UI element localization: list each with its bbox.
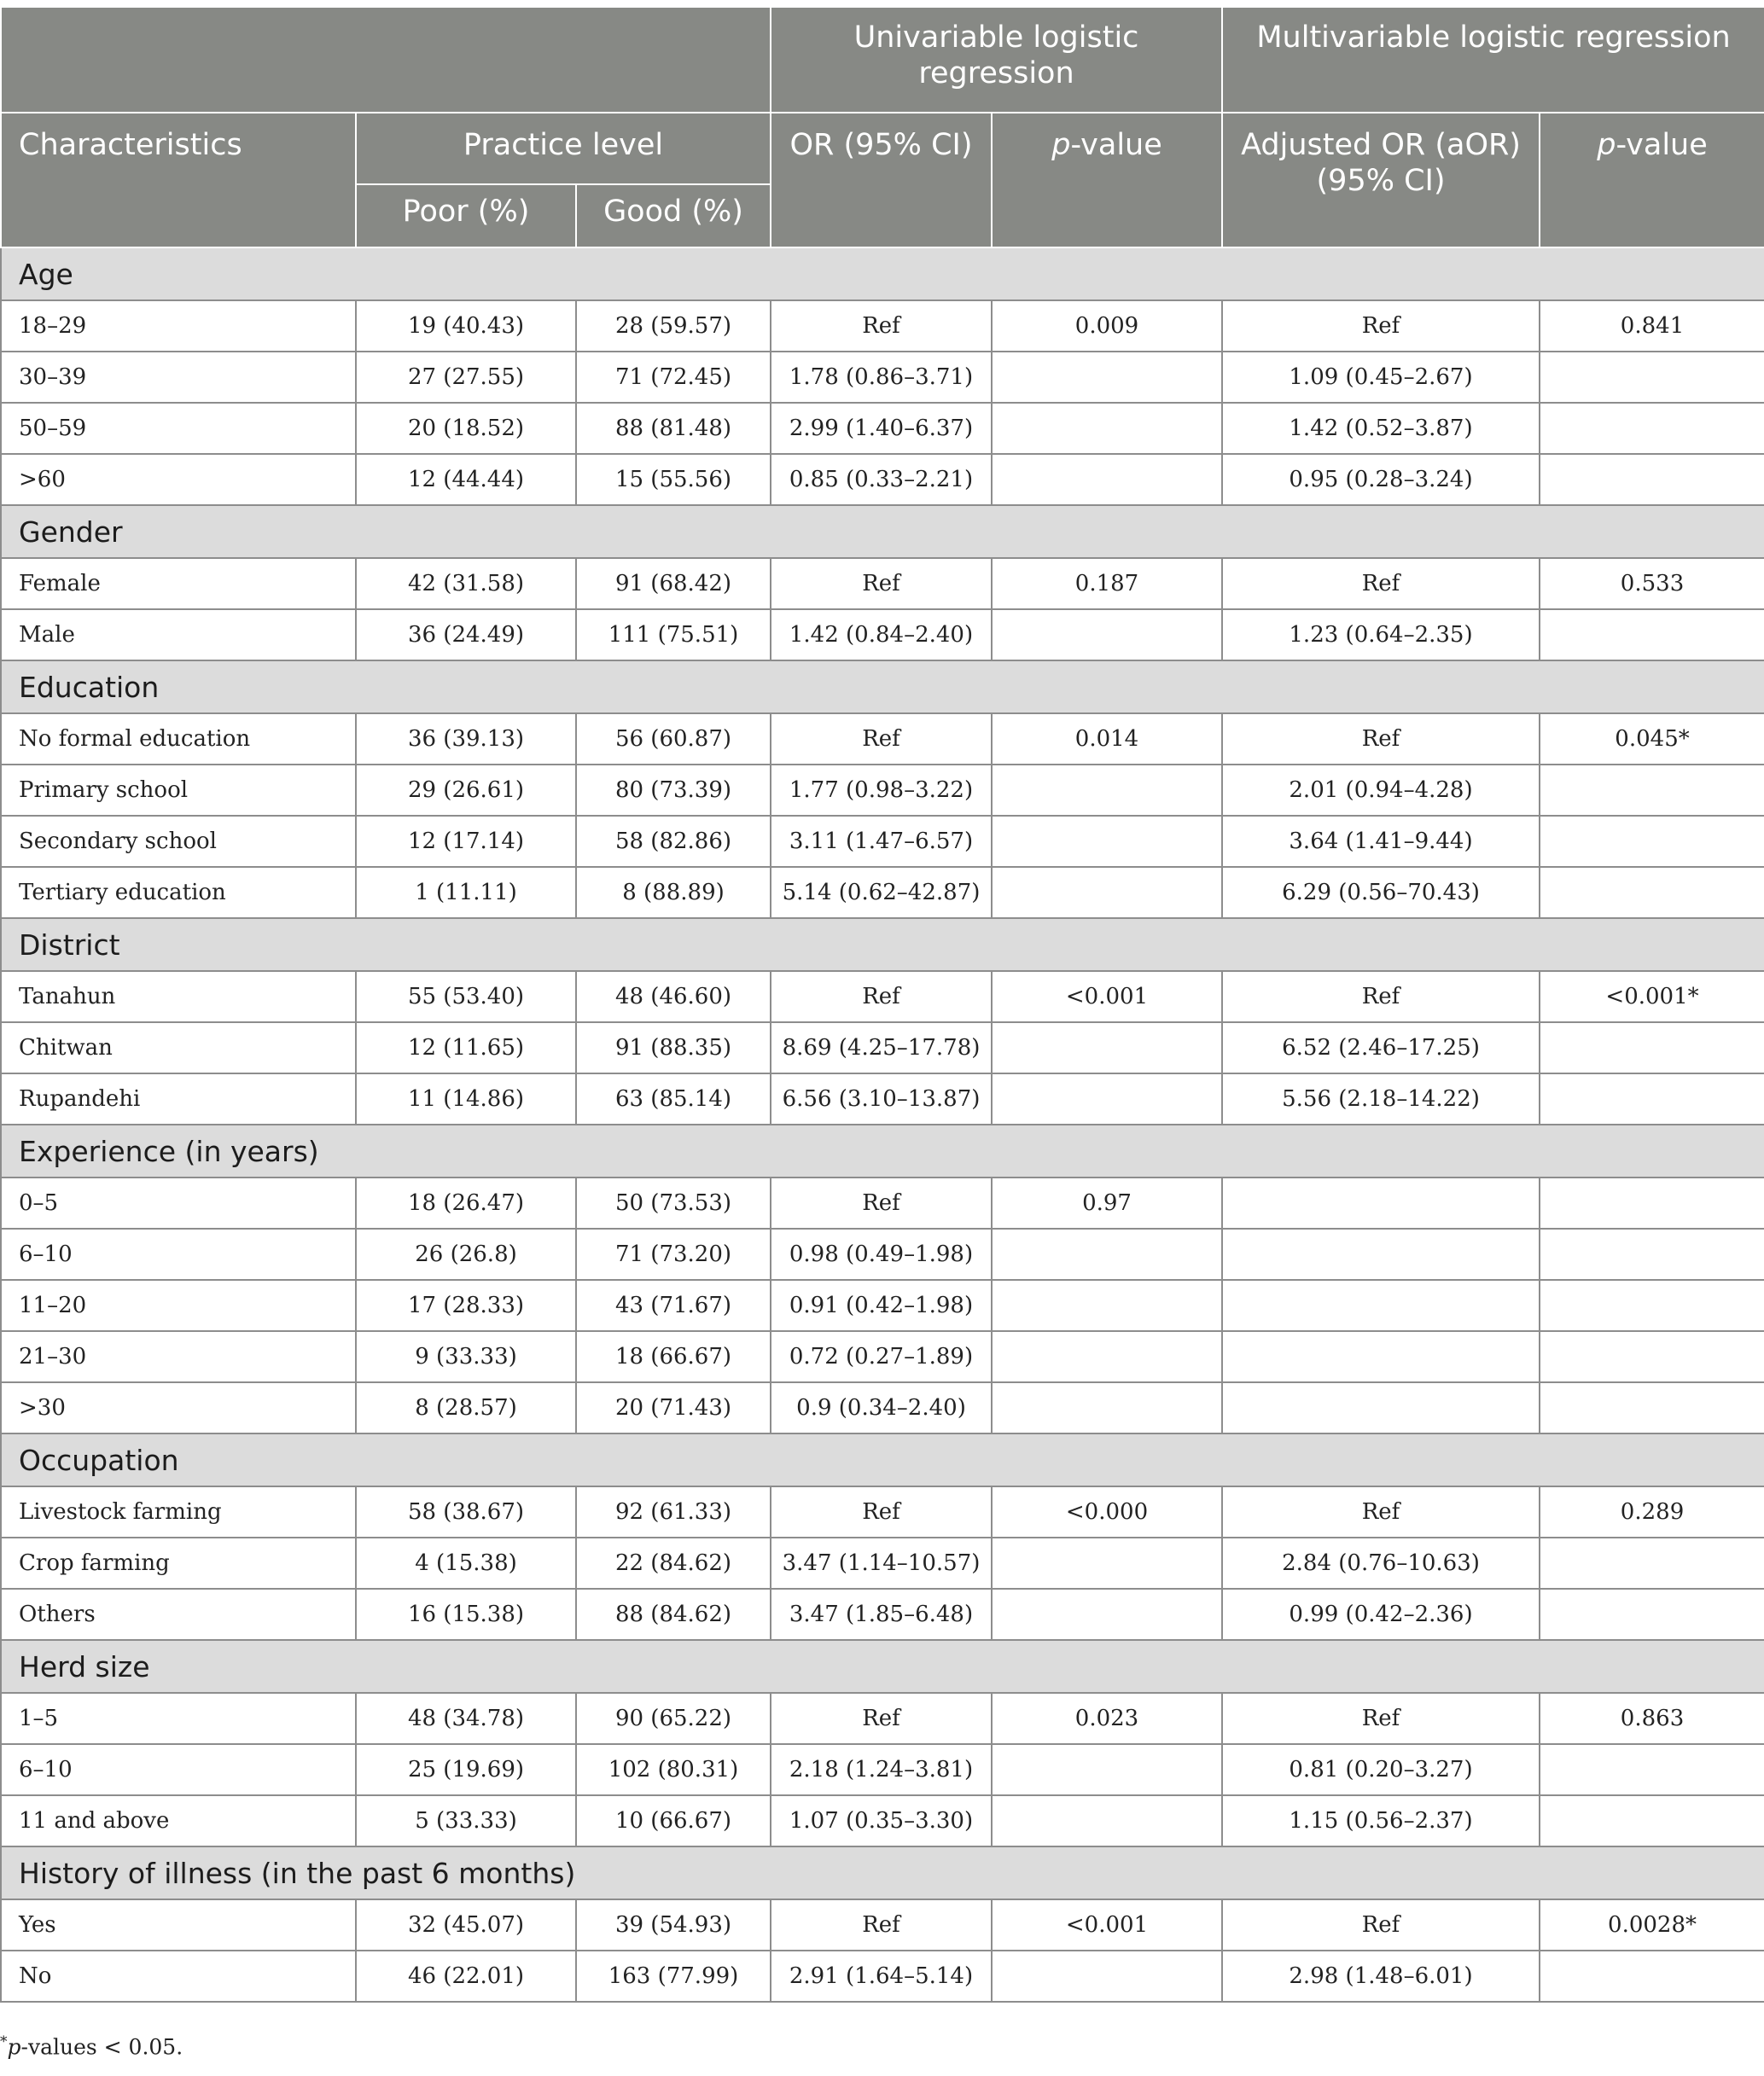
good-cell: 90 (65.22) <box>576 1693 771 1744</box>
p-value-cell <box>992 1744 1222 1795</box>
header-p-value-univariable <box>992 113 1222 247</box>
characteristic-cell: 11–20 <box>1 1280 356 1331</box>
good-cell: 39 (54.93) <box>576 1899 771 1951</box>
characteristic-cell: Tertiary education <box>1 867 356 918</box>
aor-cell: Ref <box>1222 558 1540 609</box>
p-value-cell <box>992 1229 1222 1280</box>
adjusted-p-value-cell <box>1540 403 1764 454</box>
good-cell: 15 (55.56) <box>576 454 771 505</box>
aor-cell <box>1222 1280 1540 1331</box>
p-value-cell <box>992 1280 1222 1331</box>
or-cell: 6.56 (3.10–13.87) <box>771 1073 992 1125</box>
adjusted-p-value-cell: 0.863 <box>1540 1693 1764 1744</box>
poor-cell: 20 (18.52) <box>356 403 576 454</box>
regression-table <box>0 6 1764 2003</box>
characteristic-cell: 21–30 <box>1 1331 356 1382</box>
table-row <box>1 1951 1764 2002</box>
table-body <box>1 247 1764 2002</box>
table-row <box>1 1538 1764 1589</box>
poor-cell: 27 (27.55) <box>356 352 576 403</box>
good-cell: 91 (68.42) <box>576 558 771 609</box>
characteristic-cell: 18–29 <box>1 300 356 352</box>
adjusted-p-value-cell <box>1540 765 1764 816</box>
poor-cell: 12 (11.65) <box>356 1022 576 1073</box>
table-row <box>1 1486 1764 1538</box>
aor-cell: Ref <box>1222 300 1540 352</box>
table-row <box>1 1899 1764 1951</box>
characteristic-cell: 6–10 <box>1 1229 356 1280</box>
p-value-cell: 0.187 <box>992 558 1222 609</box>
good-cell: 80 (73.39) <box>576 765 771 816</box>
poor-cell: 5 (33.33) <box>356 1795 576 1846</box>
or-cell: 8.69 (4.25–17.78) <box>771 1022 992 1073</box>
poor-cell: 25 (19.69) <box>356 1744 576 1795</box>
group-row <box>1 1640 1764 1693</box>
header-p-suffix: -value <box>1616 128 1708 162</box>
characteristic-cell: Rupandehi <box>1 1073 356 1125</box>
characteristic-cell: 11 and above <box>1 1795 356 1846</box>
table-row <box>1 1229 1764 1280</box>
table-row <box>1 713 1764 765</box>
aor-cell <box>1222 1229 1540 1280</box>
good-cell: 58 (82.86) <box>576 816 771 867</box>
group-title: Experience (in years) <box>1 1125 1764 1178</box>
footnote <box>0 2033 183 2059</box>
aor-cell: 1.09 (0.45–2.67) <box>1222 352 1540 403</box>
p-value-cell <box>992 867 1222 918</box>
characteristic-cell: 6–10 <box>1 1744 356 1795</box>
poor-cell: 18 (26.47) <box>356 1178 576 1229</box>
table-header <box>1 7 1764 247</box>
p-value-cell <box>992 1382 1222 1433</box>
poor-cell: 1 (11.11) <box>356 867 576 918</box>
p-value-cell <box>992 1589 1222 1640</box>
adjusted-p-value-cell <box>1540 1795 1764 1846</box>
p-value-cell: <0.000 <box>992 1486 1222 1538</box>
or-cell: 3.11 (1.47–6.57) <box>771 816 992 867</box>
adjusted-p-value-cell <box>1540 1382 1764 1433</box>
p-value-cell <box>992 454 1222 505</box>
group-title: Education <box>1 660 1764 713</box>
poor-cell: 12 (44.44) <box>356 454 576 505</box>
p-value-cell <box>992 1331 1222 1382</box>
table-row <box>1 765 1764 816</box>
or-cell: 1.42 (0.84–2.40) <box>771 609 992 660</box>
poor-cell: 32 (45.07) <box>356 1899 576 1951</box>
characteristic-cell: No <box>1 1951 356 2002</box>
or-cell: 2.91 (1.64–5.14) <box>771 1951 992 2002</box>
aor-cell: 3.64 (1.41–9.44) <box>1222 816 1540 867</box>
adjusted-p-value-cell <box>1540 352 1764 403</box>
characteristic-cell: 50–59 <box>1 403 356 454</box>
aor-cell: Ref <box>1222 1899 1540 1951</box>
adjusted-p-value-cell: 0.289 <box>1540 1486 1764 1538</box>
characteristic-cell: Chitwan <box>1 1022 356 1073</box>
poor-cell: 17 (28.33) <box>356 1280 576 1331</box>
aor-cell: 6.52 (2.46–17.25) <box>1222 1022 1540 1073</box>
group-row <box>1 1433 1764 1486</box>
table-row <box>1 300 1764 352</box>
good-cell: 88 (81.48) <box>576 403 771 454</box>
aor-cell: 0.81 (0.20–3.27) <box>1222 1744 1540 1795</box>
or-cell: 2.18 (1.24–3.81) <box>771 1744 992 1795</box>
group-row <box>1 1846 1764 1899</box>
table-row <box>1 1280 1764 1331</box>
adjusted-p-value-cell <box>1540 867 1764 918</box>
poor-cell: 11 (14.86) <box>356 1073 576 1125</box>
table-row <box>1 816 1764 867</box>
header-practice-level: Practice level <box>356 113 771 184</box>
or-cell: Ref <box>771 1899 992 1951</box>
group-row <box>1 1125 1764 1178</box>
characteristic-cell: Livestock farming <box>1 1486 356 1538</box>
aor-cell: 0.95 (0.28–3.24) <box>1222 454 1540 505</box>
characteristic-cell: Tanahun <box>1 971 356 1022</box>
or-cell: Ref <box>771 558 992 609</box>
characteristic-cell: 0–5 <box>1 1178 356 1229</box>
good-cell: 8 (88.89) <box>576 867 771 918</box>
aor-cell: Ref <box>1222 713 1540 765</box>
aor-cell: 2.01 (0.94–4.28) <box>1222 765 1540 816</box>
poor-cell: 42 (31.58) <box>356 558 576 609</box>
poor-cell: 16 (15.38) <box>356 1589 576 1640</box>
header-characteristics: Characteristics <box>1 113 356 247</box>
good-cell: 88 (84.62) <box>576 1589 771 1640</box>
poor-cell: 8 (28.57) <box>356 1382 576 1433</box>
adjusted-p-value-cell <box>1540 609 1764 660</box>
good-cell: 63 (85.14) <box>576 1073 771 1125</box>
good-cell: 50 (73.53) <box>576 1178 771 1229</box>
table-row <box>1 558 1764 609</box>
aor-cell: 1.15 (0.56–2.37) <box>1222 1795 1540 1846</box>
or-cell: Ref <box>771 1486 992 1538</box>
group-row <box>1 505 1764 558</box>
good-cell: 71 (72.45) <box>576 352 771 403</box>
or-cell: 0.98 (0.49–1.98) <box>771 1229 992 1280</box>
adjusted-p-value-cell <box>1540 1538 1764 1589</box>
table-row <box>1 1022 1764 1073</box>
adjusted-p-value-cell: 0.045* <box>1540 713 1764 765</box>
poor-cell: 36 (39.13) <box>356 713 576 765</box>
table-row <box>1 403 1764 454</box>
poor-cell: 48 (34.78) <box>356 1693 576 1744</box>
or-cell: Ref <box>771 1693 992 1744</box>
poor-cell: 46 (22.01) <box>356 1951 576 2002</box>
p-value-cell: 0.97 <box>992 1178 1222 1229</box>
good-cell: 71 (73.20) <box>576 1229 771 1280</box>
adjusted-p-value-cell <box>1540 1331 1764 1382</box>
or-cell: 3.47 (1.85–6.48) <box>771 1589 992 1640</box>
characteristic-cell: Male <box>1 609 356 660</box>
adjusted-p-value-cell: 0.0028* <box>1540 1899 1764 1951</box>
header-p-italic: p <box>1051 128 1071 162</box>
good-cell: 28 (59.57) <box>576 300 771 352</box>
good-cell: 48 (46.60) <box>576 971 771 1022</box>
group-title: District <box>1 918 1764 971</box>
aor-cell: Ref <box>1222 971 1540 1022</box>
aor-cell: 1.42 (0.52–3.87) <box>1222 403 1540 454</box>
group-title: Age <box>1 247 1764 300</box>
poor-cell: 4 (15.38) <box>356 1538 576 1589</box>
header-aor: Adjusted OR (aOR) (95% CI) <box>1222 113 1540 247</box>
aor-cell <box>1222 1331 1540 1382</box>
adjusted-p-value-cell <box>1540 1589 1764 1640</box>
table-row <box>1 1331 1764 1382</box>
adjusted-p-value-cell <box>1540 1280 1764 1331</box>
aor-cell: 5.56 (2.18–14.22) <box>1222 1073 1540 1125</box>
or-cell: Ref <box>771 713 992 765</box>
group-title: Occupation <box>1 1433 1764 1486</box>
good-cell: 43 (71.67) <box>576 1280 771 1331</box>
aor-cell: 0.99 (0.42–2.36) <box>1222 1589 1540 1640</box>
characteristic-cell: >30 <box>1 1382 356 1433</box>
or-cell: 5.14 (0.62–42.87) <box>771 867 992 918</box>
adjusted-p-value-cell <box>1540 1178 1764 1229</box>
p-value-cell <box>992 1951 1222 2002</box>
good-cell: 111 (75.51) <box>576 609 771 660</box>
aor-cell: 1.23 (0.64–2.35) <box>1222 609 1540 660</box>
table-row <box>1 971 1764 1022</box>
characteristic-cell: Primary school <box>1 765 356 816</box>
header-multivariable: Multivariable logistic regression <box>1222 7 1764 113</box>
or-cell: 1.78 (0.86–3.71) <box>771 352 992 403</box>
characteristic-cell: 1–5 <box>1 1693 356 1744</box>
header-blank-cell <box>1 7 771 113</box>
good-cell: 92 (61.33) <box>576 1486 771 1538</box>
or-cell: 0.9 (0.34–2.40) <box>771 1382 992 1433</box>
header-good: Good (%) <box>576 184 771 247</box>
good-cell: 91 (88.35) <box>576 1022 771 1073</box>
p-value-cell <box>992 765 1222 816</box>
header-p-suffix: -value <box>1070 128 1162 162</box>
p-value-cell <box>992 609 1222 660</box>
poor-cell: 58 (38.67) <box>356 1486 576 1538</box>
characteristic-cell: No formal education <box>1 713 356 765</box>
characteristic-cell: Others <box>1 1589 356 1640</box>
aor-cell: 2.84 (0.76–10.63) <box>1222 1538 1540 1589</box>
p-value-cell <box>992 816 1222 867</box>
header-univariable: Univariable logistic regression <box>771 7 1222 113</box>
aor-cell: Ref <box>1222 1693 1540 1744</box>
header-poor: Poor (%) <box>356 184 576 247</box>
good-cell: 163 (77.99) <box>576 1951 771 2002</box>
characteristic-cell: 30–39 <box>1 352 356 403</box>
poor-cell: 36 (24.49) <box>356 609 576 660</box>
p-value-cell <box>992 1022 1222 1073</box>
aor-cell <box>1222 1382 1540 1433</box>
adjusted-p-value-cell <box>1540 1229 1764 1280</box>
header-p-italic: p <box>1597 128 1616 162</box>
p-value-cell <box>992 1073 1222 1125</box>
adjusted-p-value-cell <box>1540 816 1764 867</box>
or-cell: Ref <box>771 1178 992 1229</box>
or-cell: 0.72 (0.27–1.89) <box>771 1331 992 1382</box>
table-row <box>1 1744 1764 1795</box>
characteristic-cell: Yes <box>1 1899 356 1951</box>
table-row <box>1 1073 1764 1125</box>
adjusted-p-value-cell <box>1540 1951 1764 2002</box>
header-or-ci: OR (95% CI) <box>771 113 992 247</box>
table-row <box>1 1589 1764 1640</box>
p-value-cell <box>992 403 1222 454</box>
table-row <box>1 1693 1764 1744</box>
or-cell: 3.47 (1.14–10.57) <box>771 1538 992 1589</box>
group-row <box>1 918 1764 971</box>
p-value-cell <box>992 352 1222 403</box>
p-value-cell: 0.009 <box>992 300 1222 352</box>
or-cell: 0.91 (0.42–1.98) <box>771 1280 992 1331</box>
aor-cell: Ref <box>1222 1486 1540 1538</box>
p-value-cell: 0.014 <box>992 713 1222 765</box>
aor-cell <box>1222 1178 1540 1229</box>
characteristic-cell: >60 <box>1 454 356 505</box>
table-row <box>1 609 1764 660</box>
adjusted-p-value-cell <box>1540 1022 1764 1073</box>
poor-cell: 19 (40.43) <box>356 300 576 352</box>
good-cell: 18 (66.67) <box>576 1331 771 1382</box>
p-value-cell: 0.023 <box>992 1693 1222 1744</box>
table-row <box>1 1382 1764 1433</box>
adjusted-p-value-cell <box>1540 1744 1764 1795</box>
header-p-value-multivariable <box>1540 113 1764 247</box>
aor-cell: 6.29 (0.56–70.43) <box>1222 867 1540 918</box>
group-title: Gender <box>1 505 1764 558</box>
footnote-text: -values < 0.05. <box>20 2034 183 2060</box>
regression-table-container <box>0 6 1764 2003</box>
p-value-cell <box>992 1538 1222 1589</box>
or-cell: 0.85 (0.33–2.21) <box>771 454 992 505</box>
table-row <box>1 1178 1764 1229</box>
good-cell: 10 (66.67) <box>576 1795 771 1846</box>
group-row <box>1 660 1764 713</box>
or-cell: 1.07 (0.35–3.30) <box>771 1795 992 1846</box>
footnote-p: p <box>7 2034 21 2060</box>
characteristic-cell: Secondary school <box>1 816 356 867</box>
poor-cell: 12 (17.14) <box>356 816 576 867</box>
good-cell: 56 (60.87) <box>576 713 771 765</box>
group-row <box>1 247 1764 300</box>
adjusted-p-value-cell <box>1540 1073 1764 1125</box>
poor-cell: 29 (26.61) <box>356 765 576 816</box>
group-title: Herd size <box>1 1640 1764 1693</box>
table-row <box>1 867 1764 918</box>
table-row <box>1 454 1764 505</box>
table-row <box>1 352 1764 403</box>
or-cell: 1.77 (0.98–3.22) <box>771 765 992 816</box>
or-cell: Ref <box>771 971 992 1022</box>
characteristic-cell: Crop farming <box>1 1538 356 1589</box>
adjusted-p-value-cell: <0.001* <box>1540 971 1764 1022</box>
good-cell: 22 (84.62) <box>576 1538 771 1589</box>
characteristic-cell: Female <box>1 558 356 609</box>
p-value-cell <box>992 1795 1222 1846</box>
p-value-cell: <0.001 <box>992 1899 1222 1951</box>
poor-cell: 55 (53.40) <box>356 971 576 1022</box>
adjusted-p-value-cell: 0.841 <box>1540 300 1764 352</box>
group-title: History of illness (in the past 6 months) <box>1 1846 1764 1899</box>
poor-cell: 9 (33.33) <box>356 1331 576 1382</box>
aor-cell: 2.98 (1.48–6.01) <box>1222 1951 1540 2002</box>
or-cell: 2.99 (1.40–6.37) <box>771 403 992 454</box>
poor-cell: 26 (26.8) <box>356 1229 576 1280</box>
footnote-star: * <box>0 2033 8 2050</box>
or-cell: Ref <box>771 300 992 352</box>
good-cell: 20 (71.43) <box>576 1382 771 1433</box>
good-cell: 102 (80.31) <box>576 1744 771 1795</box>
adjusted-p-value-cell <box>1540 454 1764 505</box>
table-row <box>1 1795 1764 1846</box>
adjusted-p-value-cell: 0.533 <box>1540 558 1764 609</box>
p-value-cell: <0.001 <box>992 971 1222 1022</box>
